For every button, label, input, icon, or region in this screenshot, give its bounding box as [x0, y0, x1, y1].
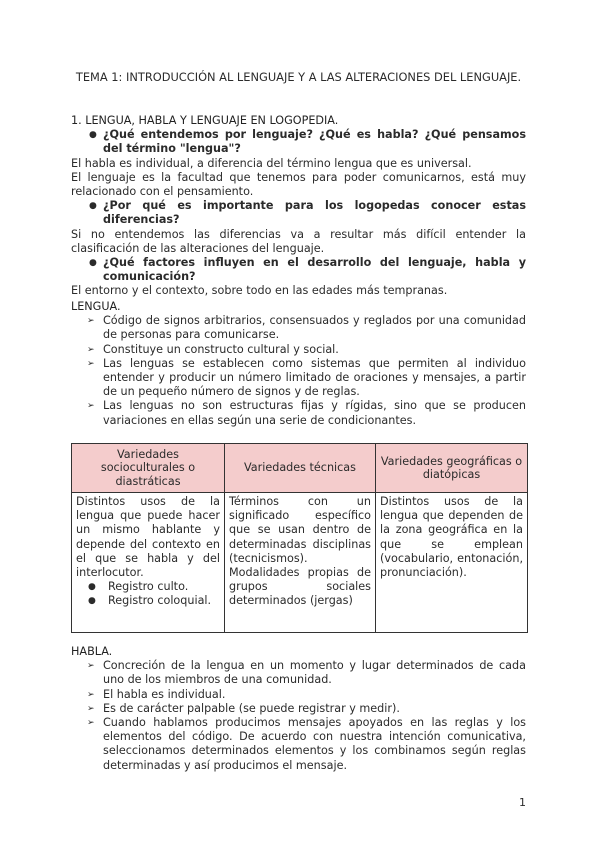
header-tecnicas: Variedades técnicas: [225, 444, 376, 493]
list-item-text: Las lenguas se establecen como sistemas que permiten al individuo entender y producir un número limitado de oraciones y mensajes, a partir de un pequeño número de signos y de reglas.: [103, 356, 526, 399]
cell-tecnicas: [225, 493, 376, 633]
arrow-bullet-icon: ➢: [87, 703, 95, 714]
varieties-table: [71, 443, 528, 633]
cell-geograficas: [376, 493, 528, 633]
answer-text: El habla es individual, a diferencia del término lengua que es universal.: [71, 156, 472, 170]
list-item-text: Registro coloquial.: [108, 594, 212, 608]
list-item-text: Cuando hablamos producimos mensajes apoyados en las reglas y los elementos del código. De acuerdo con nuestra intención comunicativa, seleccionamos determinados elementos y los combinamos según reglas determinadas y así producimos el mensaje.: [103, 716, 526, 772]
arrow-bullet-icon: ➢: [87, 358, 95, 369]
list-item: [71, 357, 526, 400]
arrow-bullet-icon: ➢: [87, 718, 95, 729]
list-item-text: Concreción de la lengua en un momento y lugar determinados de cada uno de los miembros de una comunidad.: [103, 659, 526, 687]
bullet-icon: ●: [89, 130, 97, 141]
bullet-icon: ●: [88, 582, 96, 593]
list-item-text: Es de carácter palpable (se puede registrar y medir).: [103, 701, 400, 715]
bullet-icon: ●: [89, 201, 97, 212]
list-item-text: Constituye un constructo cultural y social.: [103, 342, 339, 356]
list-item-text: Código de signos arbitrarios, consensuados y reglados por una comunidad de personas para comunicarse.: [103, 314, 526, 342]
section-heading: LENGUA.: [71, 300, 121, 313]
arrow-bullet-icon: ➢: [87, 316, 95, 327]
list-item: [71, 314, 526, 342]
cell-text: Términos con un significado específico que se usan dentro de determinadas disciplinas (tecnicismos).: [229, 495, 371, 565]
answer-text: El lenguaje es la facultad que tenemos para poder comunicarnos, está muy relacionado con el pensamiento.: [71, 170, 526, 199]
question-2: [71, 199, 526, 227]
section-lengua: [71, 300, 526, 428]
cell-sociocultural: [72, 493, 225, 633]
page-number: 1: [519, 796, 526, 809]
arrow-bullet-icon: ➢: [87, 344, 95, 355]
header-sociocultural: Variedades socioculturales o diastráticas: [72, 444, 225, 493]
bullet-icon: ●: [89, 258, 97, 269]
table-row: [72, 493, 528, 633]
question-text: ¿Qué entendemos por lenguaje? ¿Qué es habla? ¿Qué pensamos del término "lengua"?: [103, 128, 526, 156]
section-habla: [71, 645, 526, 773]
cell-text: Distintos usos de la lengua que dependen de la zona geográfica en la que se emplean (vocabulario, entonación, pronunciación).: [380, 495, 523, 580]
list-item: [71, 659, 526, 687]
list-item-text: El habla es individual.: [103, 687, 226, 701]
arrow-bullet-icon: ➢: [87, 689, 95, 700]
answer-text: El entorno y el contexto, sobre todo en las edades más tempranas.: [71, 284, 448, 298]
section-lengua-habla-lenguaje: [71, 114, 526, 299]
header-geograficas: Variedades geográficas o diatópicas: [376, 444, 528, 493]
question-text: ¿Por qué es importante para los logopedas conocer estas diferencias?: [103, 199, 526, 227]
question-3: [71, 256, 526, 284]
arrow-bullet-icon: ➢: [87, 661, 95, 672]
document-title: TEMA 1: INTRODUCCIÓN AL LENGUAJE Y A LAS ALTERACIONES DEL LENGUAJE.: [75, 70, 522, 84]
list-item-text: Las lenguas no son estructuras fijas y rígidas, sino que se producen variaciones en ellas según una serie de condicionantes.: [103, 399, 526, 427]
section-heading: 1. LENGUA, HABLA Y LENGUAJE EN LOGOPEDIA.: [71, 114, 339, 127]
list-item: [76, 594, 220, 608]
list-item: [71, 399, 526, 427]
cell-text: Modalidades propias de grupos sociales determinados (jergas): [229, 566, 371, 608]
arrow-bullet-icon: ➢: [87, 401, 95, 412]
answer-text: Si no entendemos las diferencias va a resultar más difícil entender la clasificación de las alteraciones del lenguaje.: [71, 227, 526, 255]
question-text: ¿Qué factores influyen en el desarrollo del lenguaje, habla y comunicación?: [103, 256, 526, 284]
table-header-row: [72, 444, 528, 493]
register-list: [76, 580, 220, 608]
list-item: [76, 580, 220, 594]
list-item: [71, 716, 526, 773]
list-item: [71, 702, 526, 716]
list-item: [71, 688, 526, 702]
list-item: [71, 343, 526, 357]
list-item-text: Registro culto.: [108, 580, 189, 594]
bullet-icon: ●: [88, 596, 96, 607]
question-1: [71, 128, 526, 156]
cell-text: Distintos usos de la lengua que puede hacer un mismo hablante y depende del contexto en el que se habla y del interlocutor.: [76, 495, 220, 580]
section-heading: HABLA.: [71, 645, 113, 658]
